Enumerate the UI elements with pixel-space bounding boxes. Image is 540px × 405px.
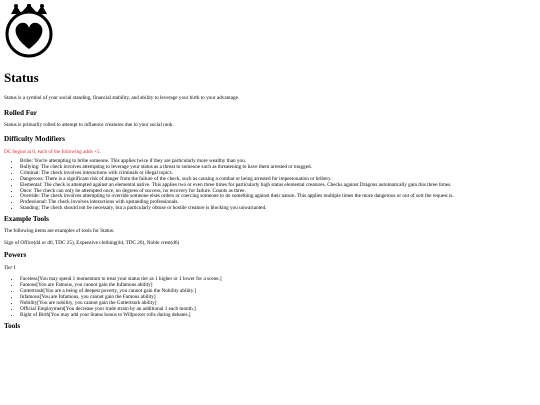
- list-item: • Bullying: The check involves attempting to leverage your status as a threat to someone such as threatening to have them arrested or mugged.: [20, 165, 536, 171]
- heart-crest-icon: [4, 4, 54, 58]
- list-item: • Override: The check involves attempting to override someone elses orders or coercing someone to do something against their nature. This applies multiple times the more dangerous or out of sort the request is.: [20, 194, 536, 200]
- list-item: • Bribe: You're attempting to bribe someone. This applies twice if they are particularly more wealthy than you.: [20, 159, 536, 165]
- list-item: • Elemental: The check is attempted against an elemental native. This applies two or even three times for particularly high status elemental creatures. Checks against Dragons automatically gain this three times.: [20, 183, 536, 189]
- rolled-for-text: Status is primarily rolled to attempt to influence creatures due to your social rank.: [4, 122, 174, 128]
- tier-label: Tier I: [4, 265, 16, 272]
- tools-list: Sign of Office(d4 or d6, TDC 25), Expensive clothing(d4, TDC 20), Noble crest(d6): [4, 240, 180, 247]
- powers-heading: Powers: [4, 251, 27, 260]
- list-item: • Professional: The check involves interactions with upstanding professionals.: [20, 200, 536, 206]
- document-page: [4, 4, 536, 331]
- list-item: • Official Employment[You decrease your trade strain by an additional 1 each month.]: [20, 307, 536, 313]
- difficulty-list: [4, 159, 536, 212]
- list-item: • Criminal: The check involves interactions with criminals or illegal topics.: [20, 171, 536, 177]
- powers-list: [4, 277, 536, 318]
- list-item: • Infamous[You are Infamous, you cannot gain the Famous ability]: [20, 295, 536, 301]
- list-item: • Right of Birth[You may add your Status bonus to Willpower rolls during debates.]: [20, 313, 536, 319]
- list-item: • Guttertrash[You are a being of deepest poverty, you cannot gain the Nobility ability.]: [20, 289, 536, 295]
- next-section-heading: Tools: [4, 321, 21, 330]
- list-item: • Once: The check can only be attempted once, no degrees of success, no recovery for failure. Counts as three.: [20, 189, 536, 195]
- rolled-for-heading: Rolled For: [4, 109, 37, 117]
- difficulty-heading: Difficulty Modifiers: [4, 135, 65, 143]
- list-item: • Famous[You are Famous, you cannot gain the Infamous ability]: [20, 283, 536, 289]
- dc-note: DC begins at 0, each of the following adds +5.: [4, 149, 101, 155]
- list-item: • Nobility[You are nobility, you cannot gain the Guttertrash ability]: [20, 301, 536, 307]
- list-item: • Dangerous: There is a significant risk of danger from the failure of the check, such as causing a combat or being arrested for impersonation or bribery.: [20, 177, 536, 183]
- list-item: • Standing: The check should not be necessary, but a particularly obtuse or hostile creature is blocking you unwarranted.: [20, 206, 536, 212]
- intro-text: Status is a symbol of your social standing, financial stability, and ability to leverage your birth to your advantage.: [4, 95, 240, 101]
- tools-heading: Example Tools: [4, 215, 49, 224]
- list-item: • Faceless[You may spend 1 momentum to treat your status tier as 1 higher or 1 lower for a scene.]: [20, 277, 536, 283]
- tools-intro: The following items are examples of tools for Status:: [4, 228, 115, 235]
- page-title: Status: [4, 70, 39, 85]
